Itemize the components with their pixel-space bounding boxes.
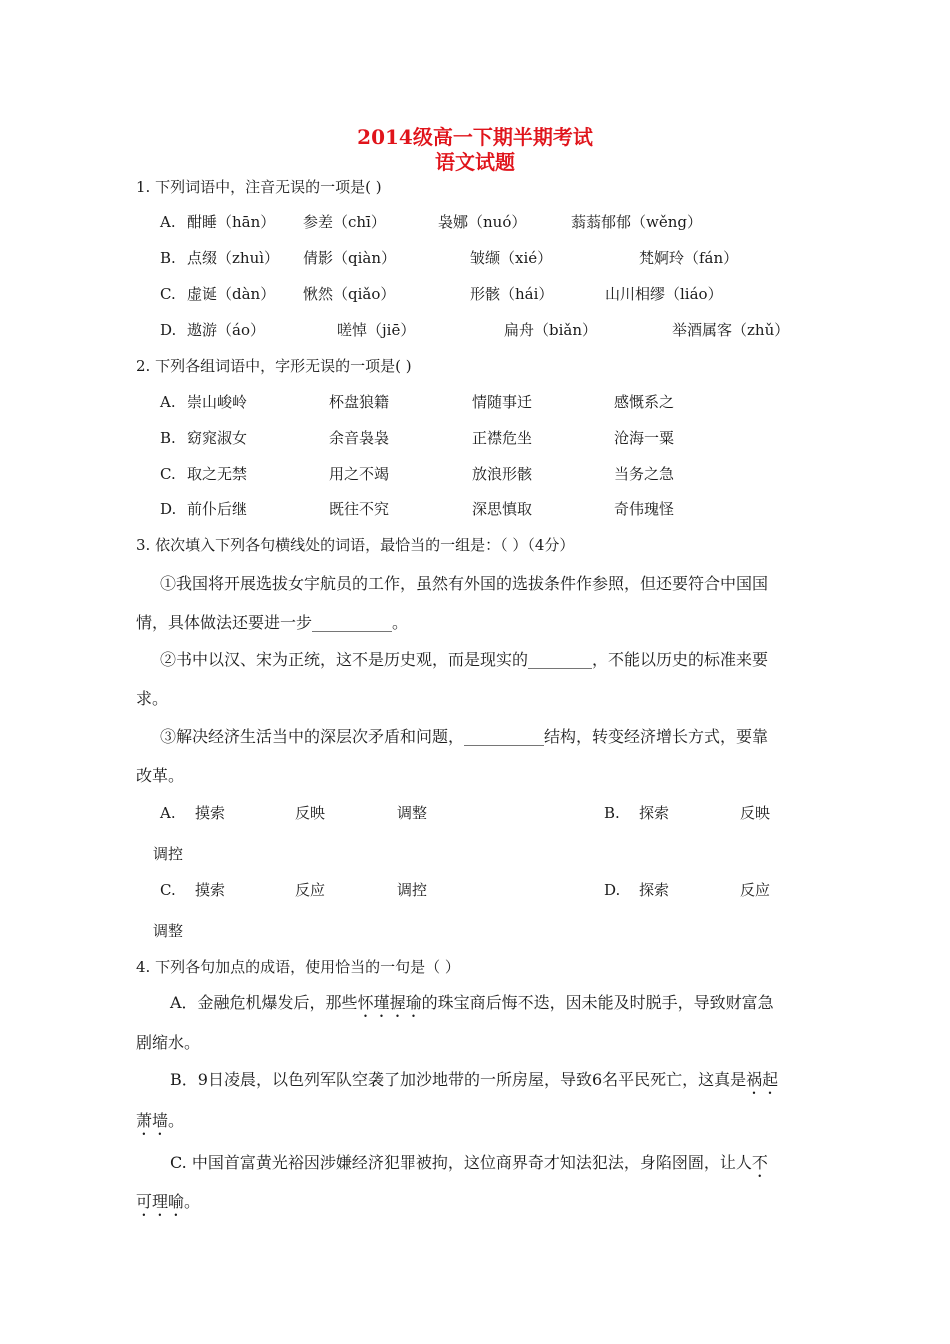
option-item: 探索: [639, 804, 670, 822]
q3-sentence-2-cont: 求。: [136, 689, 169, 708]
option-item: 调控: [153, 845, 184, 863]
option-item: 倩影（qiàn）: [303, 249, 397, 267]
option-letter: B.: [160, 249, 176, 267]
option-item: 举酒属客（zhǔ）: [672, 321, 790, 339]
q2-stem: 2. 下列各组词语中，字形无误的一项是( ): [136, 357, 412, 375]
q4-option-b: [170, 1070, 778, 1098]
option-item: 当务之急: [614, 465, 675, 483]
option-item: 愀然（qiǎo）: [303, 285, 396, 303]
option-item: 反应: [295, 881, 326, 899]
sentence-text: 。: [168, 1111, 185, 1130]
dotted-idiom: 可理喻: [136, 1192, 185, 1211]
sentence-text: 的珠宝商后悔不迭，因未能及时脱手，导致财富急: [421, 993, 774, 1012]
sentence-text: C. 中国首富黄光裕因涉嫌经济犯罪被拘，这位商界奇才知法犯法，身陷囹圄，让人: [170, 1153, 752, 1172]
q3-sentence-1: ①我国将开展选拔女宇航员的工作，虽然有外国的选拔条件作参照，但还要符合中国国: [160, 574, 769, 593]
option-letter: D.: [604, 881, 621, 899]
option-item: 遨游（áo）: [187, 321, 265, 339]
option-letter: C.: [160, 465, 176, 483]
option-item: 取之无禁: [187, 465, 248, 483]
option-item: 形骸（hái）: [470, 285, 554, 303]
option-item: 感慨系之: [614, 393, 675, 411]
option-letter: B.: [604, 804, 620, 822]
option-item: 调控: [397, 881, 428, 899]
option-item: 沧海一粟: [614, 429, 675, 447]
q4-option-a: [170, 993, 774, 1021]
option-item: 点缀（zhuì）: [187, 249, 280, 267]
q4-stem: 4. 下列各句加点的成语，使用恰当的一句是（ ）: [136, 958, 460, 976]
option-item: 深思慎取: [472, 500, 533, 518]
option-item: 袅娜（nuó）: [438, 213, 527, 231]
q3-sentence-2: ②书中以汉、宋为正统，这不是历史观，而是现实的________，不能以历史的标准来要: [160, 650, 769, 669]
option-item: 反映: [740, 804, 771, 822]
q3-sentence-3: ③解决经济生活当中的深层次矛盾和问题，__________结构，转变经济增长方式，要靠: [160, 727, 769, 746]
option-item: 用之不竭: [329, 465, 390, 483]
q4-option-a-cont: 剧缩水。: [136, 1033, 201, 1052]
option-item: 反应: [740, 881, 771, 899]
option-item: 调整: [397, 804, 428, 822]
option-letter: D.: [160, 321, 177, 339]
option-item: 探索: [639, 881, 670, 899]
dotted-idiom: 不: [751, 1153, 768, 1172]
q3-sentence-3-cont: 改革。: [136, 766, 185, 785]
option-item: 余音袅袅: [329, 429, 390, 447]
option-letter: B.: [160, 429, 176, 447]
sentence-text: A．金融危机爆发后，那些: [170, 993, 358, 1012]
option-item: 参差（chī）: [303, 213, 386, 231]
exam-subtitle: 语文试题: [435, 150, 515, 174]
q3-stem: 3. 依次填入下列各句横线处的词语，最恰当的一组是：（ ）（4分）: [136, 536, 575, 554]
option-item: 放浪形骸: [472, 465, 533, 483]
dotted-idiom: 萧墙: [136, 1111, 169, 1130]
option-letter: A.: [160, 804, 176, 822]
option-item: 调整: [153, 922, 184, 940]
dotted-idiom: 祸起: [746, 1070, 779, 1089]
q3-sentence-1-cont: 情，具体做法还要进一步__________。: [136, 613, 409, 632]
option-letter: D.: [160, 500, 177, 518]
option-item: 反映: [295, 804, 326, 822]
option-letter: C.: [160, 285, 176, 303]
option-item: 扁舟（biǎn）: [504, 321, 598, 339]
q4-option-b-cont: [136, 1111, 184, 1139]
option-item: 嗟悼（jiē）: [337, 321, 416, 339]
option-item: 崇山峻岭: [187, 393, 248, 411]
q1-stem: 1. 下列词语中，注音无误的一项是( ): [136, 178, 382, 196]
exam-title: 2014级高一下期半期考试: [357, 125, 593, 149]
option-item: 既往不究: [329, 500, 390, 518]
sentence-text: 。: [184, 1192, 201, 1211]
option-letter: A.: [160, 393, 176, 411]
option-item: 皱缬（xié）: [470, 249, 553, 267]
option-item: 酣睡（hān）: [187, 213, 276, 231]
q4-option-c: [170, 1153, 768, 1181]
option-letter: C.: [160, 881, 176, 899]
option-item: 蓊蓊郁郁（wěng）: [571, 213, 702, 231]
option-item: 梵婀玲（fán）: [639, 249, 739, 267]
q4-option-c-cont: [136, 1192, 200, 1220]
dotted-idiom: 怀瑾握瑜: [357, 993, 422, 1012]
option-item: 前仆后继: [187, 500, 248, 518]
option-item: 奇伟瑰怪: [614, 500, 675, 518]
option-item: 正襟危坐: [472, 429, 533, 447]
option-item: 摸索: [195, 804, 226, 822]
option-item: 窈窕淑女: [187, 429, 248, 447]
option-item: 杯盘狼籍: [329, 393, 390, 411]
option-letter: A.: [160, 213, 176, 231]
option-item: 山川相缪（liáo）: [605, 285, 723, 303]
option-item: 情随事迁: [472, 393, 533, 411]
sentence-text: B．9日凌晨，以色列军队空袭了加沙地带的一所房屋，导致6名平民死亡，这真是: [170, 1070, 747, 1089]
option-item: 摸索: [195, 881, 226, 899]
option-item: 虚诞（dàn）: [187, 285, 276, 303]
